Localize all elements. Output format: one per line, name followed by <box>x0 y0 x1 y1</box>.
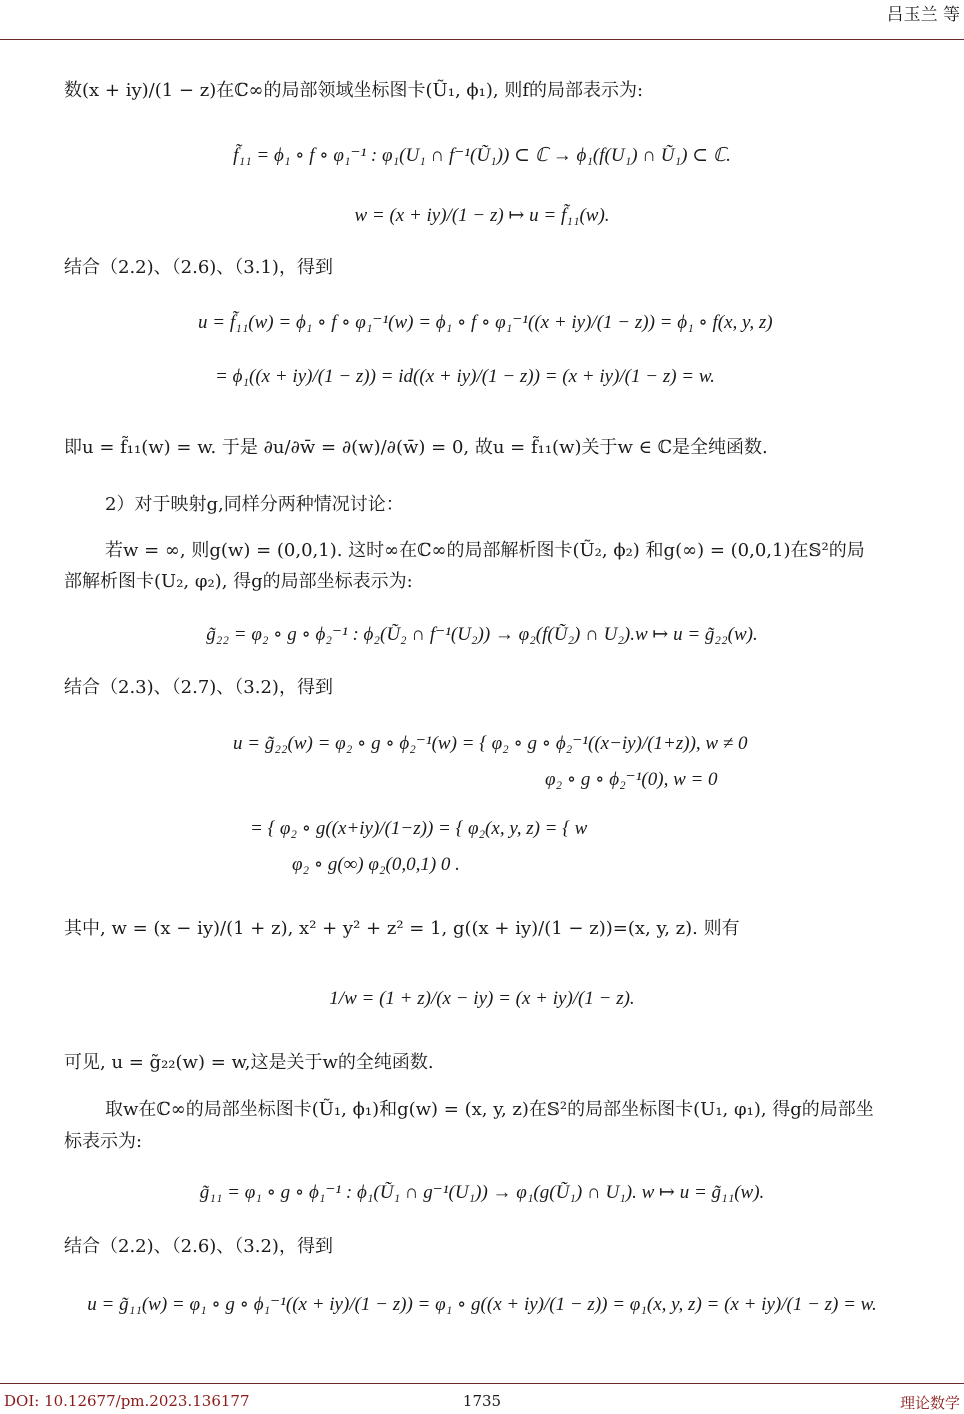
display-equation: = ϕ₁((x + iy)/(1 − z)) = id((x + iy)/(1 − z)) = (x + iy)/(1 − z) = w. <box>215 366 715 387</box>
display-equation: u = g̃₂₂(w) = φ₂ ∘ g ∘ ϕ₂⁻¹(w) = { φ₂ ∘ g ∘ ϕ₂⁻¹((x−iy)/(1+z)), w ≠ 0 <box>233 733 748 754</box>
display-equation: u = g̃₁₁(w) = φ₁ ∘ g ∘ ϕ₁⁻¹((x + iy)/(1 − z)) = φ₁ ∘ g((x + iy)/(1 − z)) = φ₁(x, y, z) = (x + iy)/(1 − z) = w. <box>87 1294 877 1315</box>
running-header-authors: 吕玉兰 等 <box>886 5 960 25</box>
display-equation: g̃₂₂ = φ₂ ∘ g ∘ ϕ₂⁻¹ : ϕ₂(Ũ₂ ∩ f⁻¹(U₂)) → φ₂(f(Ũ₂) ∩ U₂).w ↦ u = g̃₂₂(w). <box>206 624 758 645</box>
display-equation: f̃₁₁ = ϕ₁ ∘ f ∘ φ₁⁻¹ : φ₁(U₁ ∩ f⁻¹(Ũ₁)) ⊂ ℂ → ϕ₁(f(U₁) ∩ Ũ₁) ⊂ ℂ. <box>233 145 731 166</box>
paragraph-line: 数(x + iy)/(1 − z)在ℂ∞的局部领域坐标图卡(Ũ₁, ϕ₁), 则f的局部表示为: <box>64 80 644 101</box>
paragraph-line: 可见, u = g̃₂₂(w) = w,这是关于w的全纯函数. <box>64 1052 434 1073</box>
paragraph-line: 部解析图卡(U₂, φ₂), 得g的局部坐标表示为: <box>64 571 413 592</box>
display-equation: w = (x + iy)/(1 − z) ↦ u = f̃₁₁(w). <box>354 205 610 226</box>
paragraph-line: 结合（2.2)、（2.6)、（3.2)，得到 <box>64 1236 333 1257</box>
display-equation: u = f̃₁₁(w) = ϕ₁ ∘ f ∘ φ₁⁻¹(w) = ϕ₁ ∘ f ∘ φ₁⁻¹((x + iy)/(1 − z)) = ϕ₁ ∘ f(x, y, z) <box>198 312 773 333</box>
display-equation: = { φ₂ ∘ g((x+iy)/(1−z)) = { φ₂(x, y, z) = { w <box>250 818 588 839</box>
header-rule <box>0 39 964 40</box>
footer-rule <box>0 1383 964 1384</box>
paragraph-line: 结合（2.3)、（2.7)、（3.2)，得到 <box>64 677 333 698</box>
paragraph-line: 即u = f̃₁₁(w) = w. 于是 ∂u/∂w̄ = ∂(w)/∂(w̄) = 0, 故u = f̃₁₁(w)关于w ∈ ℂ是全纯函数. <box>64 437 768 458</box>
paragraph-line: 其中, w = (x − iy)/(1 + z), x² + y² + z² = 1, g((x + iy)/(1 − z))=(x, y, z). 则有 <box>64 918 740 939</box>
paragraph-line: 取w在ℂ∞的局部坐标图卡(Ũ₁, ϕ₁)和g(w) = (x, y, z)在𝕊²的局部坐标图卡(U₁, φ₁), 得g的局部坐 <box>105 1099 874 1120</box>
paragraph-line: 若w = ∞, 则g(w) = (0,0,1). 这时∞在ℂ∞的局部解析图卡(Ũ₂, ϕ₂) 和g(∞) = (0,0,1)在𝕊²的局 <box>105 540 865 561</box>
paragraph-line: 标表示为: <box>64 1131 143 1152</box>
doi-link[interactable]: DOI: 10.12677/pm.2023.136177 <box>4 1392 250 1410</box>
paragraph-line: 结合（2.2)、（2.6)、（3.1)，得到 <box>64 257 333 278</box>
page-number: 1735 <box>462 1392 502 1410</box>
paragraph-line: 2）对于映射g,同样分两种情况讨论： <box>105 494 404 515</box>
display-equation: φ₂ ∘ g ∘ ϕ₂⁻¹(0), w = 0 <box>545 769 718 790</box>
display-equation: φ₂ ∘ g(∞) φ₂(0,0,1) 0 . <box>292 854 460 875</box>
display-equation: g̃₁₁ = φ₁ ∘ g ∘ ϕ₁⁻¹ : ϕ₁(Ũ₁ ∩ g⁻¹(U₁)) → φ₁(g(Ũ₁) ∩ U₁). w ↦ u = g̃₁₁(w). <box>199 1182 765 1203</box>
journal-link[interactable]: 理论数学 <box>899 1394 960 1412</box>
display-equation: 1/w = (1 + z)/(x − iy) = (x + iy)/(1 − z). <box>329 988 635 1009</box>
